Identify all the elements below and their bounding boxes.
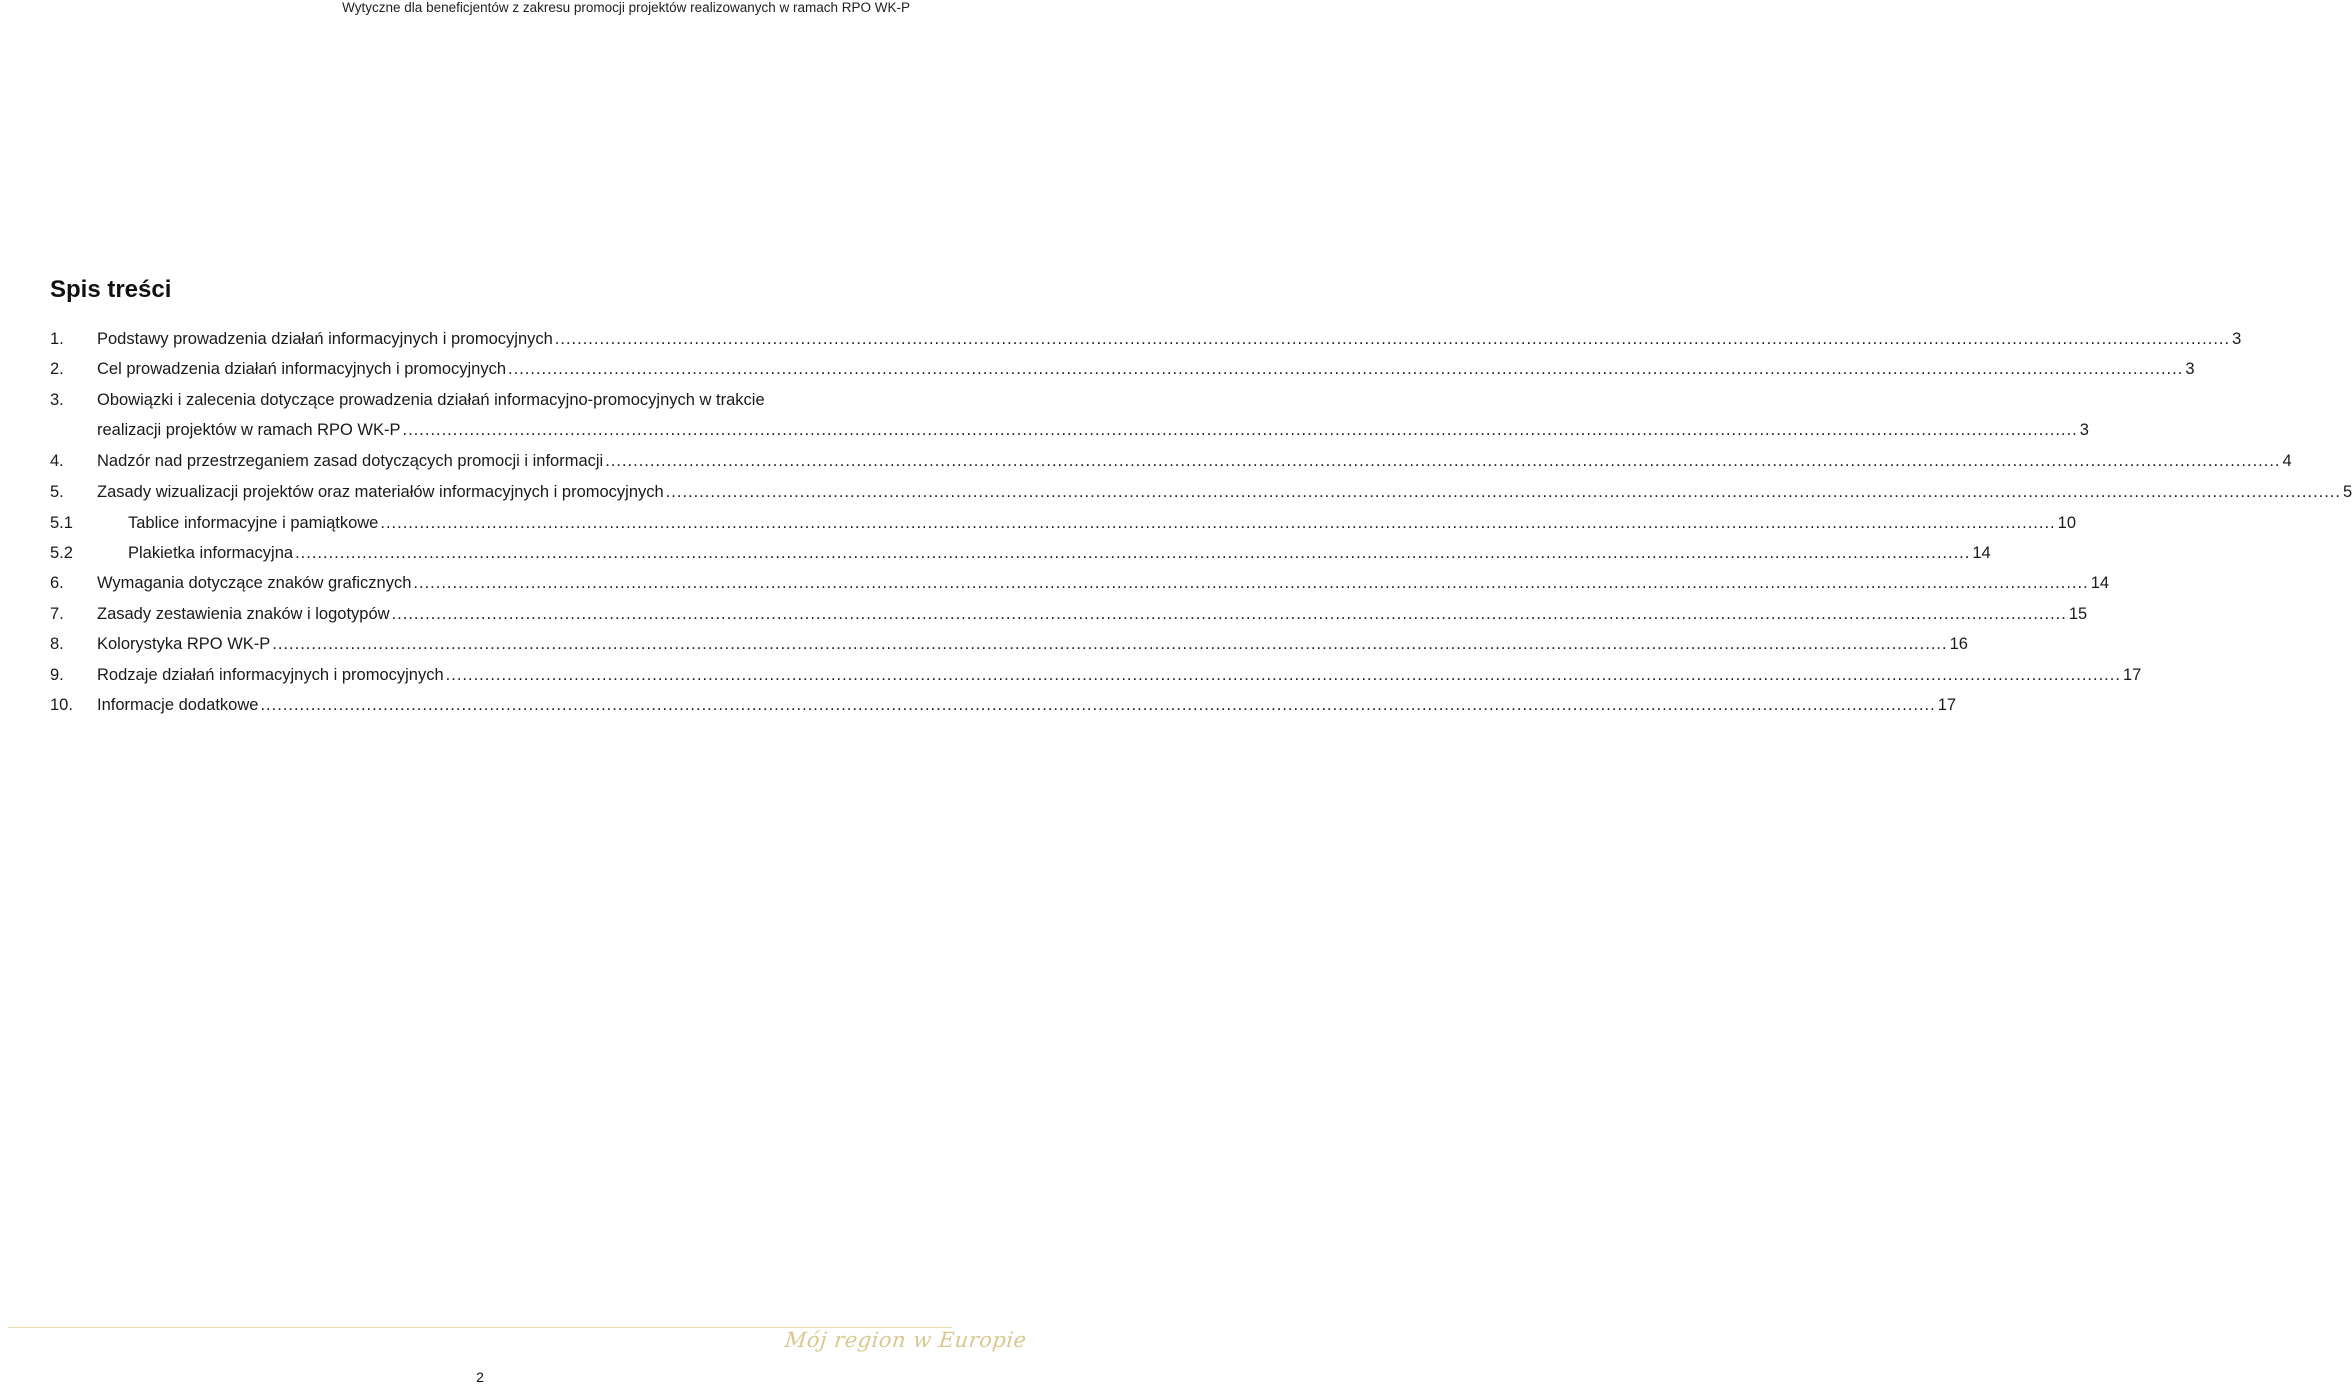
- toc-entry-page: 3: [2185, 360, 2195, 378]
- toc-entry-number: 3.: [50, 391, 64, 409]
- toc-title: Spis treści: [50, 276, 172, 303]
- dot-leader: ............................................................................................................................................................................................................................................................................................................: [665, 483, 2341, 501]
- toc-entry-page: 14: [2090, 574, 2110, 592]
- toc-entry-label: Plakietka informacyjna: [128, 544, 294, 562]
- toc-entry-4[interactable]: [50, 446, 2292, 476]
- toc-entry-page: 17: [2122, 666, 2142, 684]
- toc-entry-page: 3: [2232, 330, 2242, 348]
- toc-entry-3-continuation[interactable]: [50, 415, 2089, 445]
- toc-entry-number: 8.: [50, 635, 64, 653]
- dot-leader: ............................................................................................................................................................................................................................................................................................................: [402, 421, 2078, 439]
- toc-entry-label: Cel prowadzenia działań informacyjnych i promocyjnych: [97, 360, 507, 378]
- toc-entry-label-continuation: realizacji projektów w ramach RPO WK-P: [97, 421, 401, 439]
- toc-entry-label: Wymagania dotyczące znaków graficznych: [97, 574, 412, 592]
- toc-entry-7[interactable]: [50, 599, 2088, 629]
- toc-entry-page: 15: [2068, 605, 2088, 623]
- toc-entry-5-2[interactable]: [50, 538, 1991, 568]
- toc-entry-number: 5.2: [50, 544, 73, 562]
- toc-entry-number: 4.: [50, 452, 64, 470]
- dot-leader: ............................................................................................................................................................................................................................................................................................................: [380, 514, 2056, 532]
- running-header: Wytyczne dla beneficjentów z zakresu promocji projektów realizowanych w ramach RPO WK-P: [342, 0, 910, 15]
- toc-entry-9[interactable]: [50, 660, 2142, 690]
- dot-leader: ............................................................................................................................................................................................................................................................................................................: [508, 360, 2184, 378]
- toc-entry-page: 17: [1937, 696, 1957, 714]
- dot-leader: ............................................................................................................................................................................................................................................................................................................: [295, 544, 1971, 562]
- toc-entry-number: 6.: [50, 574, 64, 592]
- toc-entry-number: 1.: [50, 330, 64, 348]
- page-number: 2: [476, 1369, 484, 1385]
- toc-entry-page: 10: [2057, 514, 2077, 532]
- toc-entry-label: Kolorystyka RPO WK-P: [97, 635, 271, 653]
- toc-entry-page: 5: [2343, 483, 2352, 501]
- toc-entry-label: Tablice informacyjne i pamiątkowe: [128, 514, 379, 532]
- toc-entry-label: Informacje dodatkowe: [97, 696, 259, 714]
- toc-entry-label: Rodzaje działań informacyjnych i promocyjnych: [97, 666, 444, 684]
- toc-entry-5-1[interactable]: [50, 508, 2077, 538]
- dot-leader: ............................................................................................................................................................................................................................................................................................................: [554, 330, 2231, 348]
- toc-entry-label: Obowiązki i zalecenia dotyczące prowadzenia działań informacyjno-promocyjnych w trakcie: [97, 391, 765, 409]
- dot-leader: ............................................................................................................................................................................................................................................................................................................: [260, 696, 1936, 714]
- toc-entry-3[interactable]: [50, 385, 854, 415]
- toc-entry-page: 3: [2079, 421, 2089, 439]
- dot-leader: ............................................................................................................................................................................................................................................................................................................: [391, 605, 2067, 623]
- toc-entry-label: Podstawy prowadzenia działań informacyjnych i promocyjnych: [97, 330, 553, 348]
- dot-leader: ............................................................................................................................................................................................................................................................................................................: [413, 574, 2089, 592]
- region-logo: Mój region w Europie: [783, 1328, 1028, 1352]
- toc-entry-page: 14: [1972, 544, 1991, 562]
- toc-entry-page: 16: [1949, 635, 1968, 653]
- toc-entry-label: Nadzór nad przestrzeganiem zasad dotyczących promocji i informacji: [97, 452, 604, 470]
- toc-entry-number: 2.: [50, 360, 64, 378]
- toc-entry-6[interactable]: [50, 568, 2110, 598]
- toc-entry-page: 4: [2282, 452, 2292, 470]
- toc-entry-number: 10.: [50, 696, 73, 714]
- toc-entry-1[interactable]: [50, 324, 2242, 354]
- dot-leader: ............................................................................................................................................................................................................................................................................................................: [445, 666, 2121, 684]
- dot-leader: ............................................................................................................................................................................................................................................................................................................: [272, 635, 1948, 653]
- toc-entry-8[interactable]: [50, 629, 1968, 659]
- dot-leader: ............................................................................................................................................................................................................................................................................................................: [605, 452, 2281, 470]
- toc-entry-10[interactable]: [50, 690, 1957, 720]
- toc-entry-number: 5.1: [50, 514, 73, 532]
- toc-entry-number: 7.: [50, 605, 64, 623]
- toc-entry-label: Zasady wizualizacji projektów oraz materiałów informacyjnych i promocyjnych: [97, 483, 664, 501]
- toc-entry-5[interactable]: [50, 477, 2352, 507]
- toc-entry-number: 5.: [50, 483, 64, 501]
- toc-entry-label: Zasady zestawienia znaków i logotypów: [97, 605, 390, 623]
- toc-entry-2[interactable]: [50, 354, 2195, 384]
- toc-entry-number: 9.: [50, 666, 64, 684]
